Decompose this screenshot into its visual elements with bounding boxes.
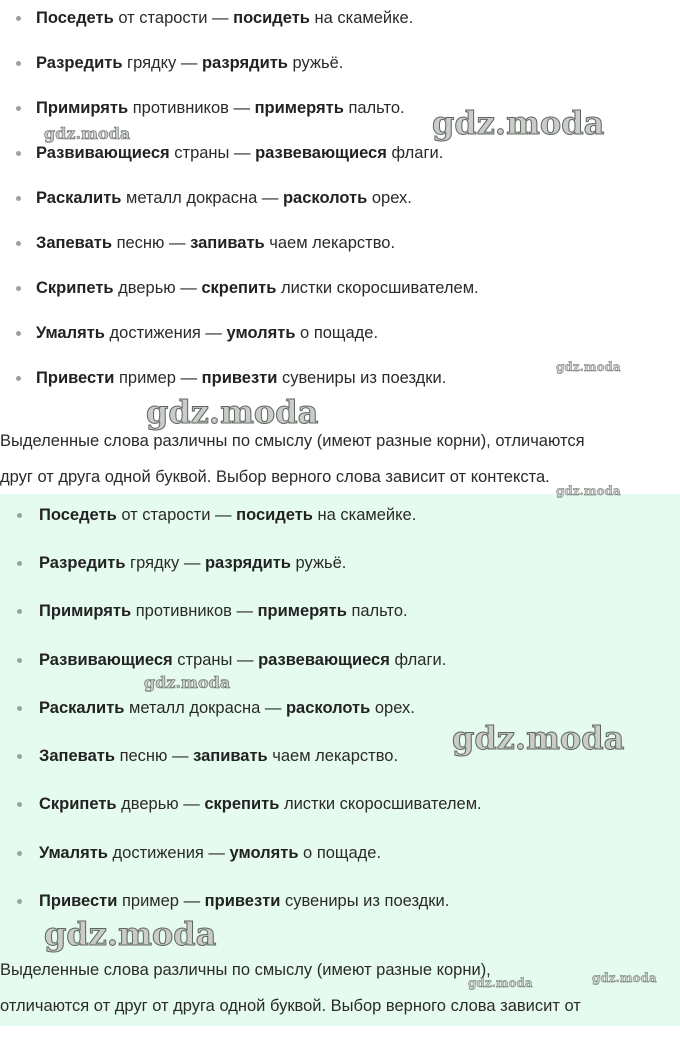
word-a: Поседеть — [39, 506, 117, 524]
word-a: Разредить — [36, 54, 123, 72]
text-a: грядку — — [122, 54, 202, 72]
text-b: ружьё. — [290, 554, 347, 572]
word-b: скрепить — [204, 795, 280, 813]
bullet-icon — [16, 376, 21, 381]
word-a: Умалять — [36, 324, 105, 342]
word-a: Примирять — [36, 99, 129, 117]
text-a: страны — — [169, 144, 256, 162]
text-a: дверью — — [113, 279, 202, 297]
list-item — [0, 141, 443, 165]
word-a: Развивающиеся — [39, 651, 173, 669]
word-b: привезти — [201, 369, 278, 387]
list-item — [0, 51, 343, 75]
word-b: разрядить — [201, 54, 288, 72]
text-b: флаги. — [389, 651, 447, 669]
list-item — [0, 889, 449, 913]
word-b: развевающиеся — [258, 651, 390, 669]
word-b: скрепить — [201, 279, 277, 297]
word-a: Развивающиеся — [36, 144, 170, 162]
bullet-icon — [16, 331, 21, 336]
bullet-icon — [17, 851, 22, 856]
word-a: Разредить — [39, 554, 126, 572]
bullet-icon — [17, 899, 22, 904]
word-a: Раскалить — [39, 699, 125, 717]
list-item — [0, 186, 412, 210]
list-item — [0, 648, 446, 672]
watermark-logo: gdz.moda — [44, 915, 217, 953]
watermark-logo: gdz.moda — [432, 104, 605, 142]
list-item — [0, 321, 378, 345]
word-b: посидеть — [233, 9, 310, 27]
text-a: песню — — [111, 234, 191, 252]
bullet-icon — [16, 286, 21, 291]
list-item — [0, 841, 381, 865]
bullet-icon — [17, 658, 22, 663]
bullet-icon — [17, 802, 22, 807]
text-b: на скамейке. — [309, 9, 414, 27]
list-item — [0, 96, 405, 120]
text-a: пример — — [114, 369, 202, 387]
list-item — [0, 696, 415, 720]
bullet-icon — [16, 16, 21, 21]
answer-block-bottom — [0, 494, 680, 1026]
text-a: достижения — — [107, 844, 230, 862]
text-b: пальто. — [346, 602, 408, 620]
list-item — [0, 366, 446, 390]
text-a: противников — — [131, 602, 258, 620]
text-a: пример — — [117, 892, 205, 910]
word-b: примерять — [257, 602, 347, 620]
list-item — [0, 231, 395, 255]
answer-block-top — [0, 0, 680, 494]
watermark-logo: gdz.moda — [452, 719, 625, 757]
text-b: чаем лекарство. — [267, 747, 399, 765]
text-a: грядку — — [125, 554, 205, 572]
text-a: страны — — [172, 651, 259, 669]
list-item — [0, 792, 482, 816]
bullet-icon — [17, 706, 22, 711]
bullet-icon — [17, 561, 22, 566]
list-item — [0, 744, 398, 768]
text-b: орех. — [367, 189, 412, 207]
word-b: привезти — [204, 892, 281, 910]
bullet-icon — [16, 241, 21, 246]
text-b: о пощаде. — [295, 324, 379, 342]
text-b: чаем лекарство. — [264, 234, 396, 252]
word-b: запивать — [190, 234, 265, 252]
watermark-logo: gdz.moda — [592, 971, 657, 985]
list-item — [0, 599, 408, 623]
word-b: умолять — [229, 844, 299, 862]
word-a: Поседеть — [36, 9, 114, 27]
word-a: Скрипеть — [39, 795, 117, 813]
paragraph-line: Выделенные слова различны по смыслу (имеют разные корни), — [0, 961, 491, 979]
text-b: орех. — [370, 699, 415, 717]
word-b: расколоть — [282, 189, 368, 207]
watermark-logo: gdz.moda — [144, 673, 231, 692]
list-item — [0, 276, 479, 300]
bullet-icon — [17, 513, 22, 518]
bullet-icon — [17, 609, 22, 614]
text-b: пальто. — [343, 99, 405, 117]
watermark-logo: gdz.moda — [556, 484, 621, 498]
word-a: Примирять — [39, 602, 132, 620]
explanation-paragraph-top — [0, 423, 680, 495]
text-b: листки скоросшивателем. — [276, 279, 479, 297]
text-b: на скамейке. — [312, 506, 417, 524]
text-a: противников — — [128, 99, 255, 117]
list-item — [0, 551, 346, 575]
word-a: Скрипеть — [36, 279, 114, 297]
bullet-icon — [16, 61, 21, 66]
text-a: от старости — — [113, 9, 234, 27]
watermark-logo: gdz.moda — [468, 976, 533, 990]
bullet-icon — [16, 151, 21, 156]
watermark-logo: gdz.moda — [556, 360, 621, 374]
word-a: Умалять — [39, 844, 108, 862]
word-a: Раскалить — [36, 189, 122, 207]
text-a: дверью — — [116, 795, 205, 813]
list-item — [0, 503, 416, 527]
word-a: Запевать — [36, 234, 112, 252]
word-b: посидеть — [236, 506, 313, 524]
watermark-logo: gdz.moda — [146, 393, 319, 431]
paragraph-line: отличаются от друг от друга одной буквой. Выбор верного слова зависит от — [0, 997, 581, 1015]
text-b: о пощаде. — [298, 844, 382, 862]
word-b: примерять — [254, 99, 344, 117]
word-b: разрядить — [204, 554, 291, 572]
word-b: расколоть — [285, 699, 371, 717]
text-a: от старости — — [116, 506, 237, 524]
word-a: Запевать — [39, 747, 115, 765]
bullet-icon — [16, 196, 21, 201]
text-b: флаги. — [386, 144, 444, 162]
word-b: запивать — [193, 747, 268, 765]
word-a: Привести — [39, 892, 118, 910]
text-a: песню — — [114, 747, 194, 765]
bullet-icon — [17, 754, 22, 759]
text-b: ружьё. — [287, 54, 344, 72]
text-a: достижения — — [104, 324, 227, 342]
bullet-icon — [16, 106, 21, 111]
list-item — [0, 6, 413, 30]
text-b: листки скоросшивателем. — [279, 795, 482, 813]
word-a: Привести — [36, 369, 115, 387]
paragraph-line: друг от друга одной буквой. Выбор верного слова зависит от контекста. — [0, 468, 550, 486]
text-a: металл докрасна — — [124, 699, 286, 717]
text-b: сувениры из поездки. — [280, 892, 450, 910]
text-a: металл докрасна — — [121, 189, 283, 207]
word-b: умолять — [226, 324, 296, 342]
watermark-logo: gdz.moda — [44, 124, 131, 143]
explanation-paragraph-bottom — [0, 952, 680, 1024]
word-b: развевающиеся — [255, 144, 387, 162]
paragraph-line: Выделенные слова различны по смыслу (имеют разные корни), отличаются — [0, 432, 585, 450]
text-b: сувениры из поездки. — [277, 369, 447, 387]
